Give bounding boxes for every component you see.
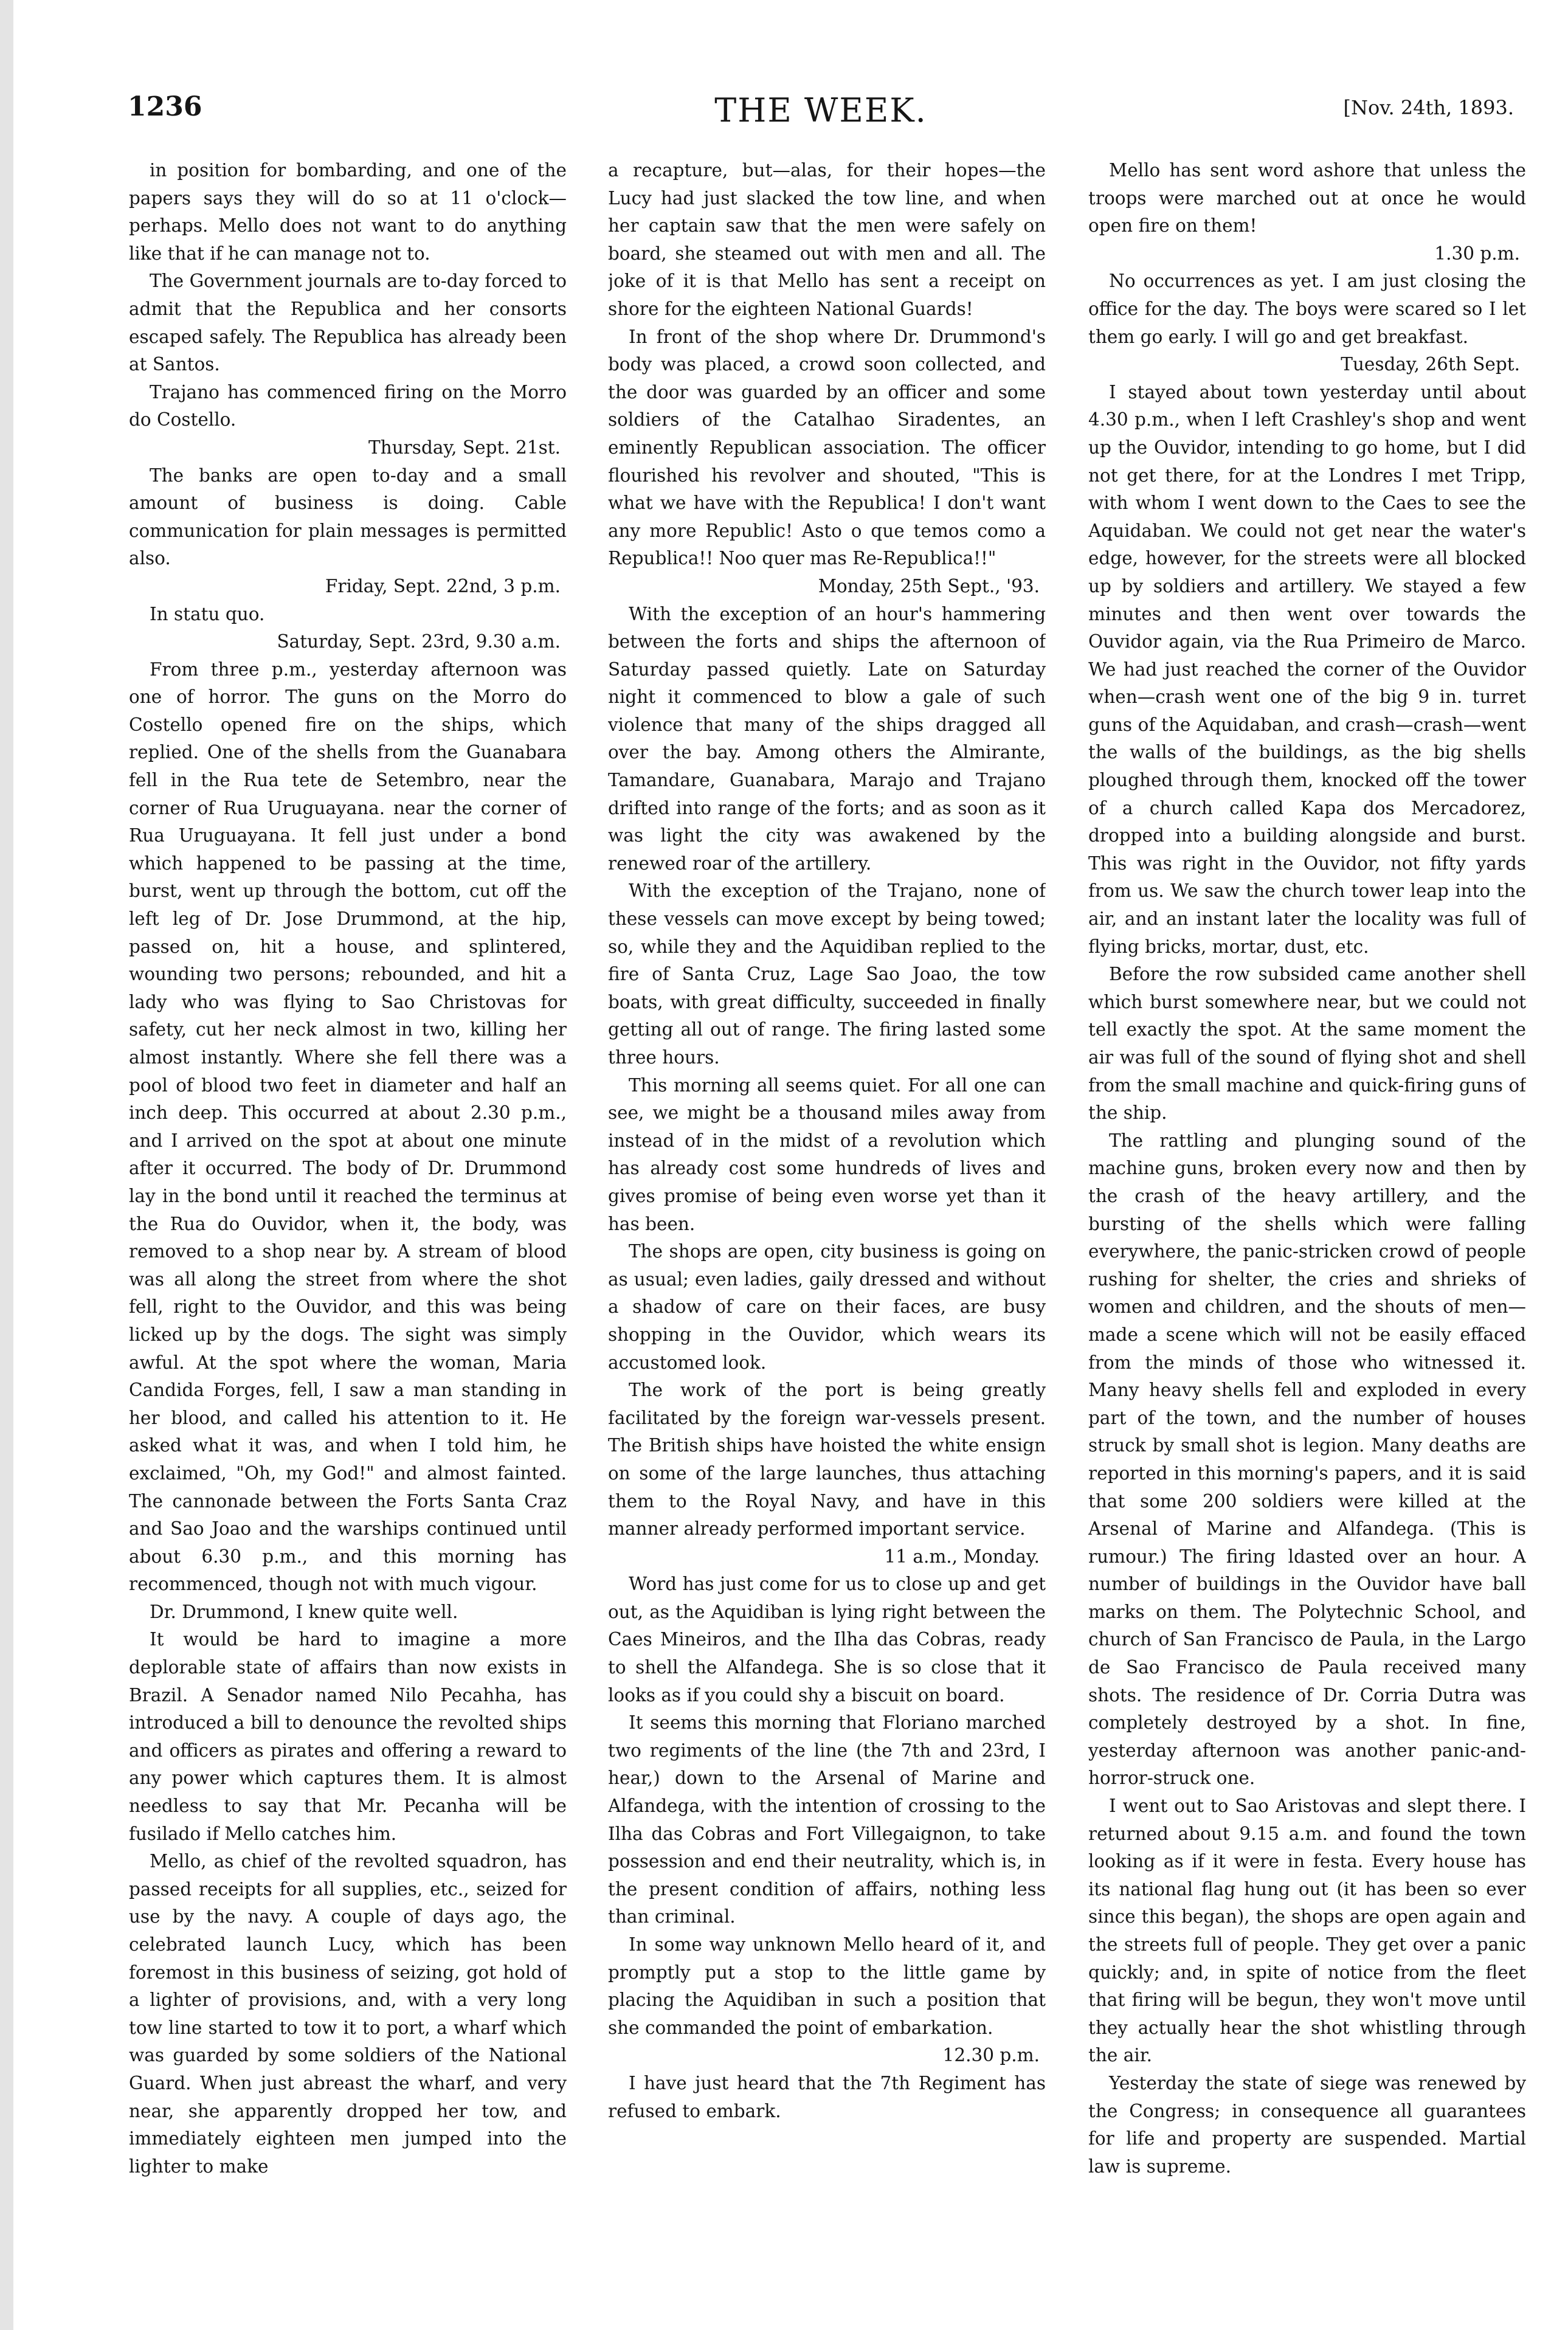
scan-edge xyxy=(0,0,13,2330)
paragraph: The Government journals are to-day forced to admit that the Republica and her consorts escaped safely. The Republica has already been at Santos. xyxy=(129,271,567,375)
paragraph: In some way unknown Mello heard of it, and promptly put a stop to the little game by placing the Aquidiban in such a position that she commanded the point of embarkation. xyxy=(608,1934,1046,2038)
paragraph: The shops are open, city business is going on as usual; even ladies, gaily dressed and without a shadow of care on their faces, are busy shopping in the Ouvidor, which wears its accustomed look. xyxy=(608,1241,1046,1373)
publication-title: THE WEEK. xyxy=(714,91,927,130)
paragraph: The rattling and plunging sound of the machine guns, broken every now and then by the crash of the heavy artillery, and the bursting of the shells which were falling everywhere, the panic-stricken crowd of people rushing for shelter, the cries and shrieks of women and children, and the shouts of men—made a scene which will not be easily effaced from the minds of those who witnessed it. Many heavy shells fell and exploded in every part of the town, and the number of houses struck by small shot is legion. Many deaths are reported in this morning's papers, and it is said that some 200 soldiers were killed at the Arsenal of Marine and Alfandega. (This is rumour.) The firing ldasted over an hour. A number of buildings in the Ouvidor have ball marks on them. The Polytechnic School, and church of San Francisco de Paula, in the Largo de Sao Francisco de Paula received many shots. The residence of Dr. Corria Dutra was completely destroyed by a shot. In fine, yesterday afternoon was another panic-and-horror-struck one. xyxy=(1088,1130,1526,1789)
paragraph: The banks are open to-day and a small amount of business is doing. Cable communication for plain messages is permitted also. xyxy=(129,465,567,569)
dateline: Thursday, Sept. 21st. xyxy=(368,437,561,458)
paragraph: in position for bombarding, and one of the papers says they will do so at 11 o'clock—perhaps. Mello does not want to do anything like that if he can manage not to. xyxy=(129,160,567,264)
dateline: 11 a.m., Monday. xyxy=(884,1546,1040,1567)
paragraph: It would be hard to imagine a more deplorable state of affairs than now exists in Brazil. A Senador named Nilo Pecahha, has introduced a bill to denounce the revolted ships and officers as pirates and offering a reward to any power which captures them. It is almost needless to say that Mr. Pecanha will be fusilado if Mello catches him. xyxy=(129,1629,567,1844)
paragraph: From three p.m., yesterday afternoon was one of horror. The guns on the Morro do Costello opened fire on the ships, which replied. One of the shells from the Guanabara fell in the Rua tete de Setembro, near the corner of Rua Uruguayana. near the corner of Rua Uruguayana. It fell just under a bond which happened to be passing at the time, burst, went up through the bottom, cut off the left leg of Dr. Jose Drummond, at the hip, passed on, hit a house, and splintered, wounding two persons; rebounded, and hit a lady who was flying to Sao Christovas for safety, cut her neck almost in two, killing her almost instantly. Where she fell there was a pool of blood two feet in diameter and half an inch deep. This occurred at about 2.30 p.m., and I arrived on the spot at about one minute after it occurred. The body of Dr. Drummond lay in the bond until it reached the terminus at the Rua do Ouvidor, when it, the body, was removed to a shop near by. A stream of blood was all along the street from where the shot fell, right to the Ouvidor, and this was being licked up by the dogs. The sight was simply awful. At the spot where the woman, Maria Candida Forges, fell, I saw a man standing in her blood, and called his attention to it. He asked what it was, and when I told him, he exclaimed, "Oh, my God!" and almost fainted. The cannonade between the Forts Santa Craz and Sao Joao and the warships continued until about 6.30 p.m., and this morning has recommenced, though not with much vigour. xyxy=(129,659,567,1595)
paragraph: Dr. Drummond, I knew quite well. xyxy=(150,1601,458,1622)
paragraph: In statu quo. xyxy=(150,603,265,624)
paragraph: The work of the port is being greatly facilitated by the foreign war-vessels present. The British ships have hoisted the white ensign on some of the large launches, thus attaching them to the Royal Navy, and have in this manner already performed important service. xyxy=(608,1380,1046,1540)
paragraph: Word has just come for us to close up and get out, as the Aquidiban is lying right between the Caes Mineiros, and the Ilha das Cobras, ready to shell the Alfandega. She is so close that it looks as if you could shy a biscuit on board. xyxy=(608,1574,1046,1706)
paragraph: No occurrences as yet. I am just closing the office for the day. The boys were scared so I let them go early. I will go and get breakfast. xyxy=(1088,271,1526,347)
dateline: Tuesday, 26th Sept. xyxy=(1341,354,1520,375)
paragraph: I have just heard that the 7th Regiment has refused to embark. xyxy=(608,2072,1046,2121)
paragraph: I stayed about town yesterday until about 4.30 p.m., when I left Crashley's shop and went up the Ouvidor, intending to go home, but I did not get there, for at the Londres I met Tripp, with whom I went down to the Caes to see the Aquidaban. We could not get near the water's edge, however, for the streets were all blocked up by soldiers and artillery. We stayed a few minutes and then went over towards the Ouvidor again, via the Rua Primeiro de Marco. We had just reached the corner of the Ouvidor when—crash went one of the big 9 in. turret guns of the Aquidaban, and crash—crash—went the walls of the buildings, as the big shells ploughed through them, knocked off the tower of a church called Kapa dos Mercadorez, dropped into a building alongside and burst. This was right in the Ouvidor, not fifty yards from us. We saw the church tower leap into the air, and an instant later the locality was full of flying bricks, mortar, dust, etc. xyxy=(1088,381,1526,957)
paragraph: Mello has sent word ashore that unless the troops were marched out at once he would open fire on them! xyxy=(1088,160,1526,237)
paragraph: Yesterday the state of siege was renewed by the Congress; in consequence all guarantees for life and property are suspended. Martial law is supreme. xyxy=(1088,2072,1526,2177)
page-header xyxy=(128,91,1514,134)
dateline: 1.30 p.m. xyxy=(1434,243,1520,264)
paragraph: It seems this morning that Floriano marched two regiments of the line (the 7th and 23rd, I hear,) down to the Arsenal of Marine and Alfandega, with the intention of crossing to the Ilha das Cobras and Fort Villegaignon, to take possession and end their neutrality, which is, in the present condition of affairs, nothing less than criminal. xyxy=(608,1712,1046,1927)
dateline: Saturday, Sept. 23rd, 9.30 a.m. xyxy=(277,631,561,652)
paragraph: Trajano has commenced firing on the Morro do Costello. xyxy=(129,381,567,430)
dateline: Monday, 25th Sept., '93. xyxy=(818,575,1040,596)
paragraph: With the exception of an hour's hammering between the forts and ships the afternoon of Saturday passed quietly. Late on Saturday night it commenced to blow a gale of such violence that many of the ships dragged all over the bay. Among others the Almirante, Tamandare, Guanabara, Marajo and Trajano drifted into range of the forts; and as soon as it was light the city was awakened by the renewed roar of the artillery. xyxy=(608,603,1046,874)
page-number: 1236 xyxy=(128,91,202,122)
text-column-2 xyxy=(608,157,1046,2309)
dateline: Friday, Sept. 22nd, 3 p.m. xyxy=(325,575,561,596)
text-column-1 xyxy=(129,157,567,2309)
paragraph: This morning all seems quiet. For all one can see, we might be a thousand miles away from instead of in the midst of a revolution which has already cost some hundreds of lives and gives promise of being even worse yet than it has been. xyxy=(608,1074,1046,1234)
paragraph: Before the row subsided came another shell which burst somewhere near, but we could not tell exactly the spot. At the same moment the air was full of the sound of flying shot and shell from the small machine and quick-firing guns of the ship. xyxy=(1088,964,1526,1124)
issue-date: [Nov. 24th, 1893. xyxy=(1343,96,1514,119)
paragraph: Mello, as chief of the revolted squadron, has passed receipts for all supplies, etc., seized for use by the navy. A couple of days ago, the celebrated launch Lucy, which has been foremost in this business of seizing, got hold of a lighter of provisions, and, with a very long tow line started to tow it to port, a wharf which was guarded by some soldiers of the National Guard. When just abreast the wharf, and very near, she apparently dropped her tow, and immediately eighteen men jumped into the lighter to make xyxy=(129,1851,567,2177)
paragraph: I went out to Sao Aristovas and slept there. I returned about 9.15 a.m. and found the town looking as if it were in festa. Every house has its national flag hung out (it has been so ever since this began), the shops are open again and the streets full of people. They get over a panic quickly; and, in spite of notice from the fleet that firing will be begun, they won't move until they actually hear the shot whistling through the air. xyxy=(1088,1796,1526,2066)
dateline: 12.30 p.m. xyxy=(942,2045,1040,2066)
paragraph: a recapture, but—alas, for their hopes—the Lucy had just slacked the tow line, and when her captain saw that the men were safely on board, she steamed out with men and all. The joke of it is that Mello has sent a receipt on shore for the eighteen National Guards! xyxy=(608,160,1046,319)
paragraph: In front of the shop where Dr. Drummond's body was placed, a crowd soon collected, and the door was guarded by an officer and some soldiers of the Catalhao Siradentes, an eminently Republican association. The officer flourished his revolver and shouted, "This is what we have with the Republica! I don't want any more Republic! Asto o que temos como a Republica!! Noo quer mas Re-Republica!!" xyxy=(608,326,1046,569)
paragraph: With the exception of the Trajano, none of these vessels can move except by being towed; so, while they and the Aquidiban replied to the fire of Santa Cruz, Lage Sao Joao, the tow boats, with great difficulty, succeeded in finally getting all out of range. The firing lasted some three hours. xyxy=(608,880,1046,1068)
text-column-3 xyxy=(1088,157,1526,2309)
